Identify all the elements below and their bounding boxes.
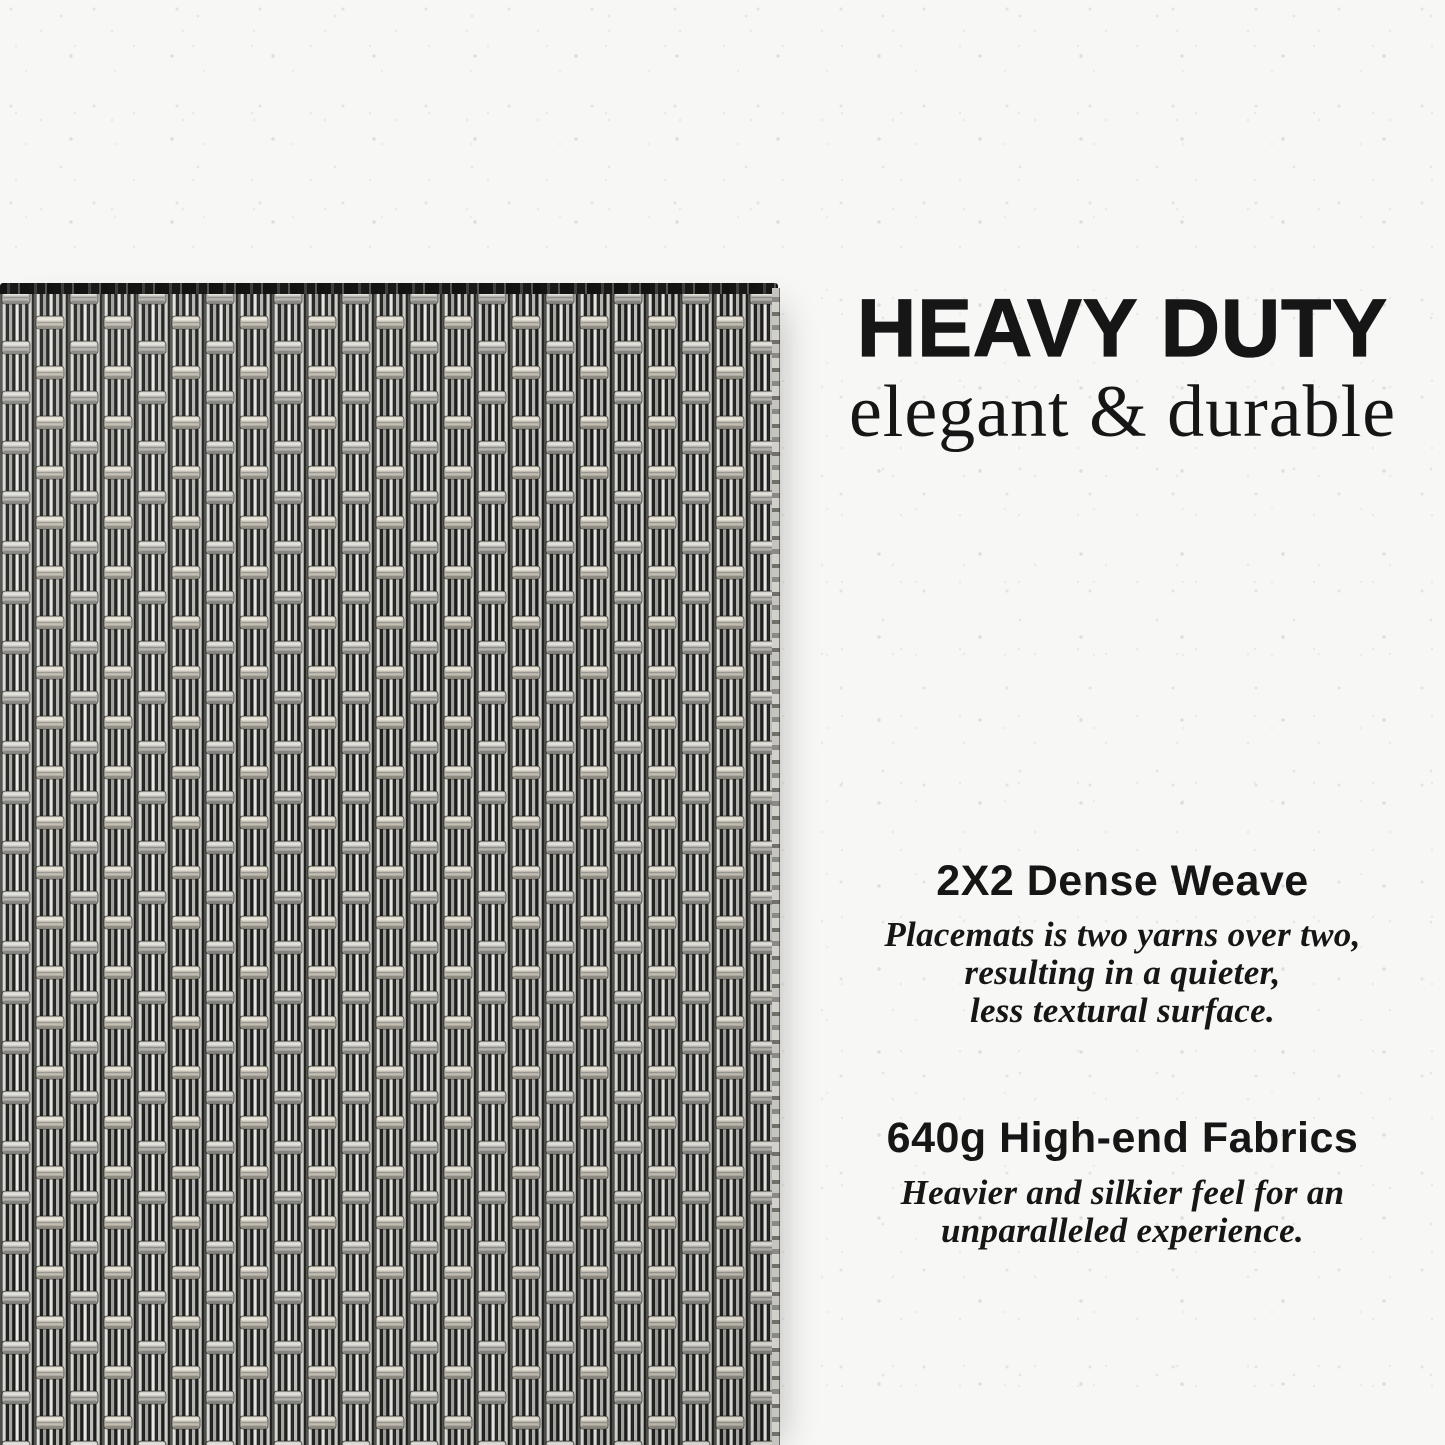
feature-line: less textural surface. [969,991,1276,1031]
headline: HEAVY DUTY [857,283,1388,374]
feature-dense-weave-description [800,916,1445,1030]
feature-high-end-fabrics-description [800,1174,1445,1250]
subheadline: elegant & durable [848,371,1397,453]
feature-line: Placemats is two yarns over two, [884,915,1361,955]
feature-high-end-fabrics [800,1115,1445,1250]
feature-dense-weave [800,858,1445,1030]
feature-line: unparalleled experience. [941,1211,1304,1251]
woven-placemat [0,286,778,1445]
weave-texture [0,286,778,1445]
feature-line: Heavier and silkier feel for an [900,1173,1345,1213]
marketing-copy-panel [800,0,1445,1445]
feature-high-end-fabrics-title: 640g High-end Fabrics [886,1114,1359,1162]
placemat-right-edge [772,288,780,1445]
feature-line: resulting in a quieter, [964,953,1281,993]
feature-dense-weave-title: 2X2 Dense Weave [936,857,1309,905]
placemat-top-edge [0,283,778,294]
